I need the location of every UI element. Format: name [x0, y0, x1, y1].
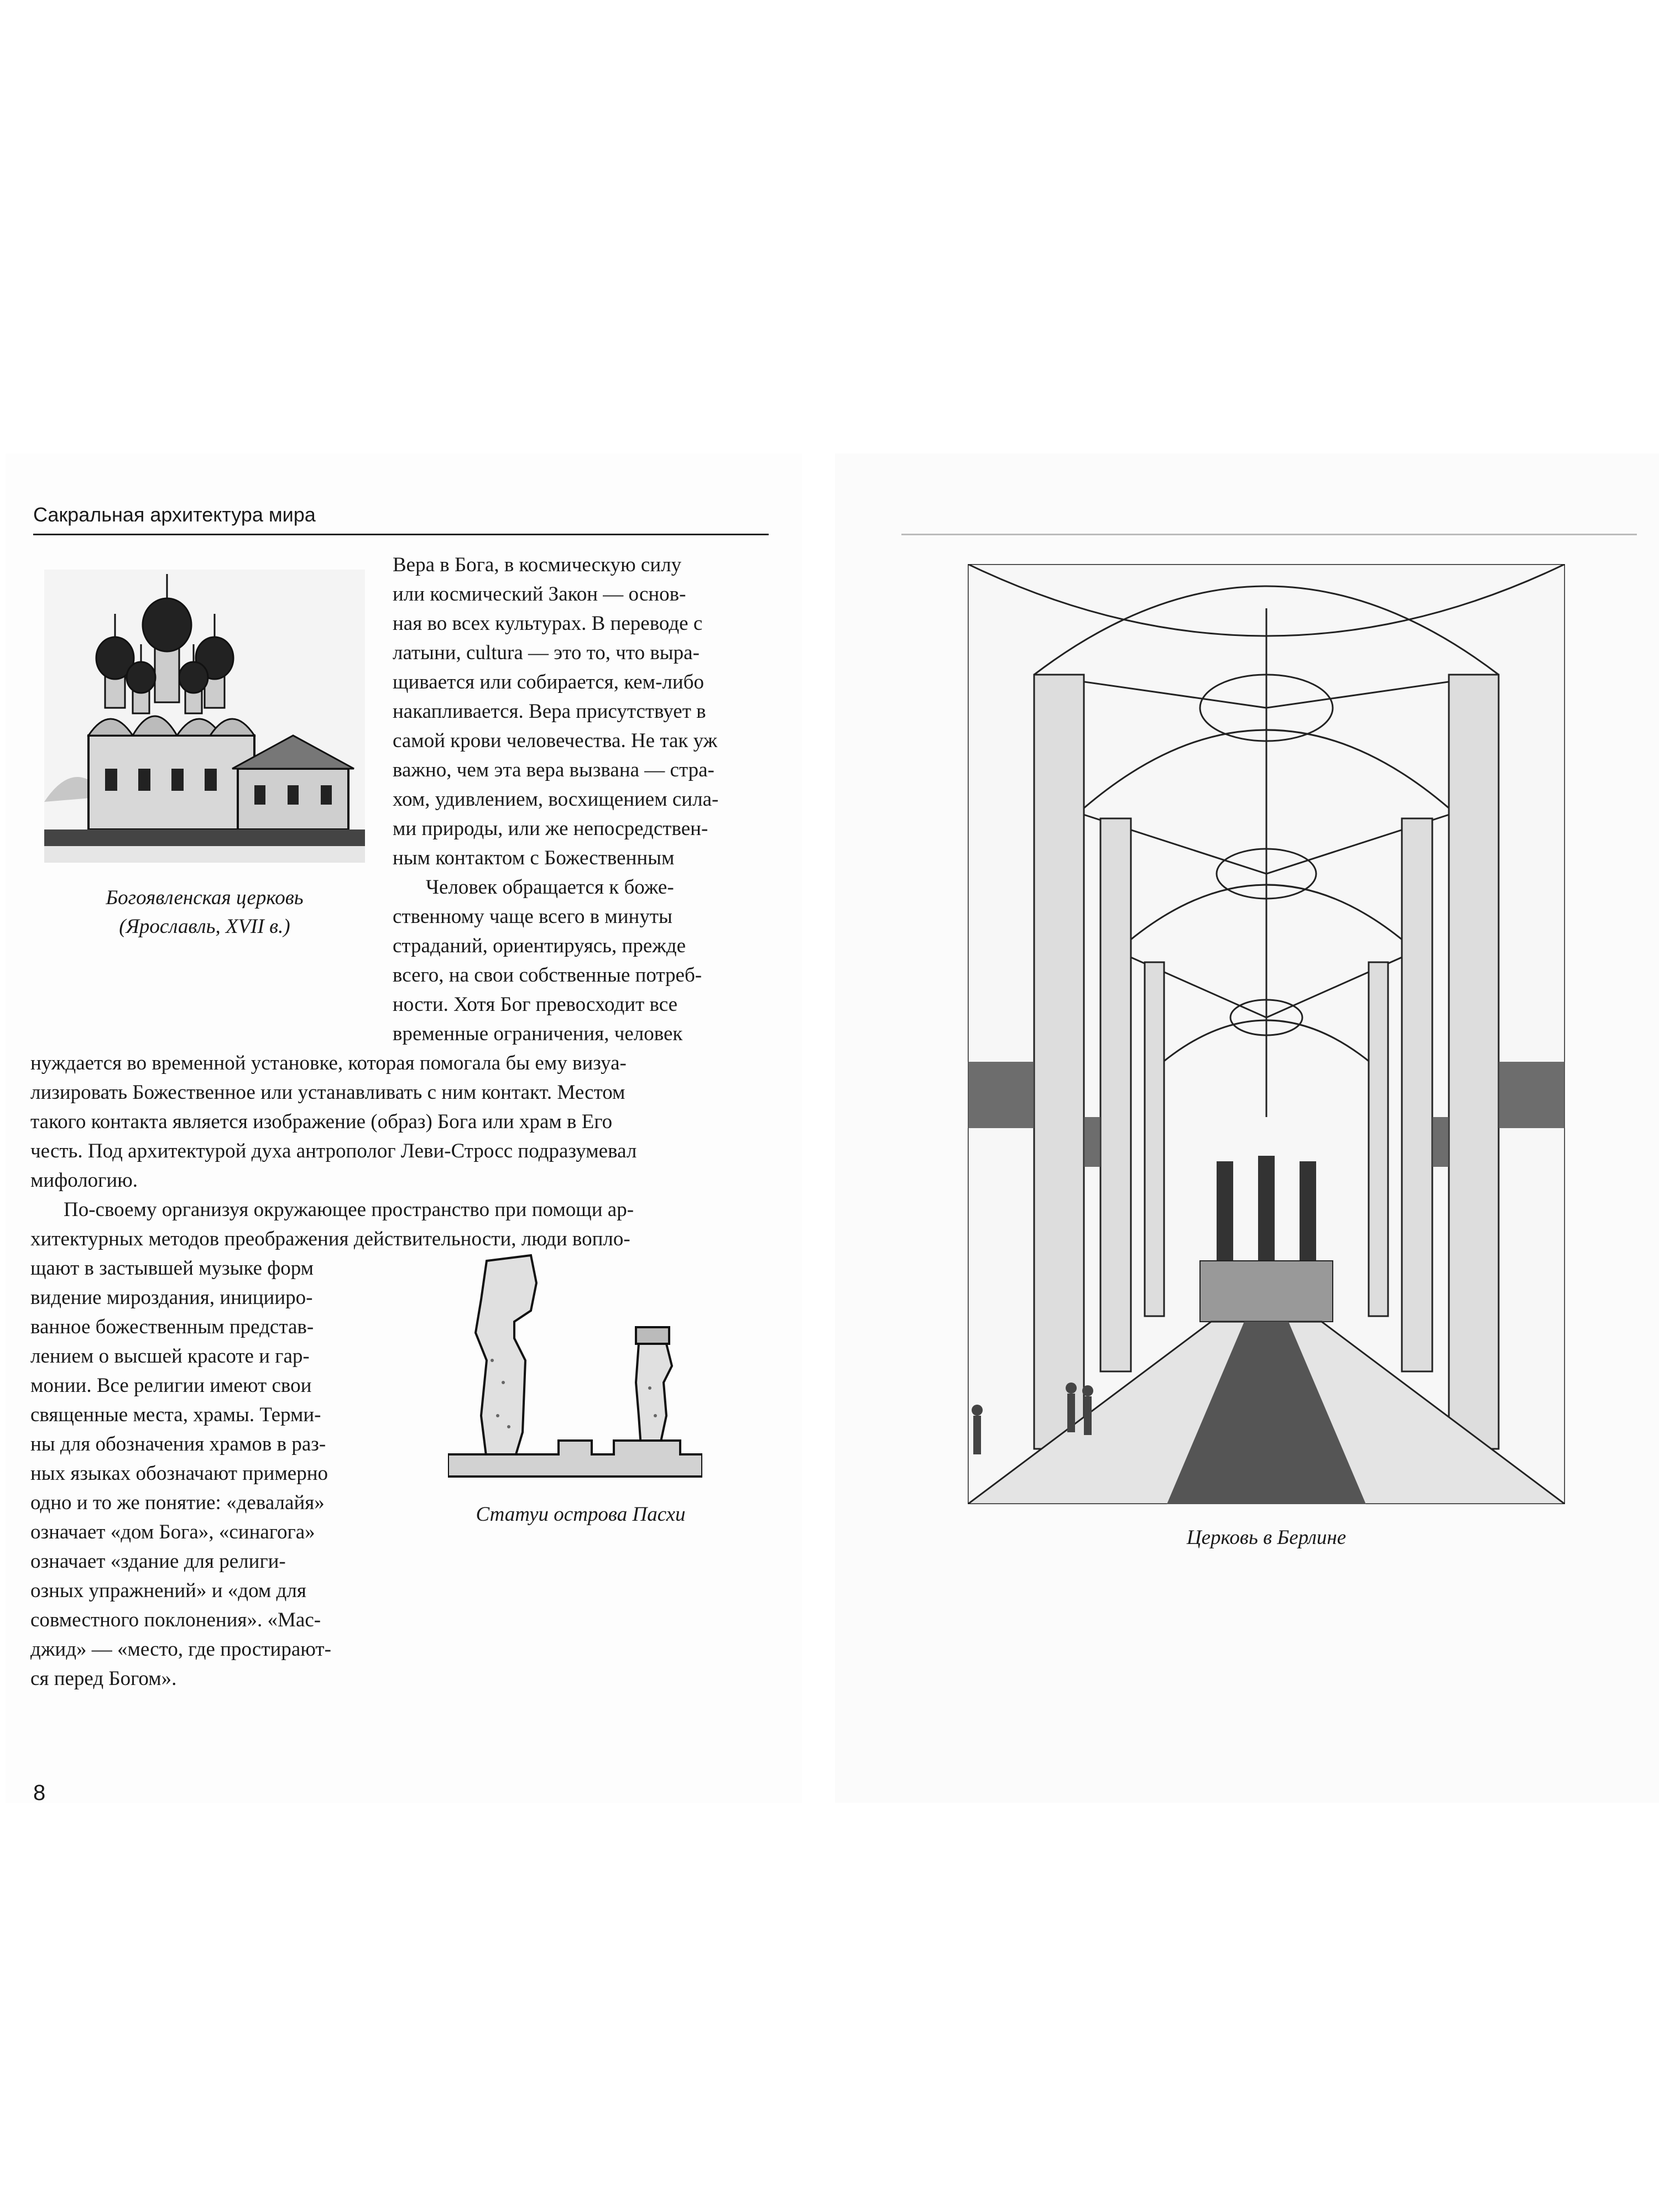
page-number: 8: [33, 1781, 46, 1805]
text-line: ным контактом с Божественным: [393, 847, 675, 869]
text-line: означает «дом Бога», «синагога»: [30, 1521, 315, 1543]
text-line: Вера в Бога, в космическую силу: [393, 554, 682, 576]
full-width-text: [30, 1048, 774, 1254]
text-line: честь. Под архитектурой духа антрополог Леви-Стросс подразумевал: [30, 1140, 637, 1162]
text-line: щают в застывшей музыке форм: [30, 1257, 314, 1280]
header-rule: [33, 534, 769, 535]
church-caption: [28, 884, 382, 941]
text-line: страданий, ориентируясь, прежде: [393, 935, 686, 957]
right-page: [835, 453, 1659, 1803]
left-column-text: [30, 1254, 376, 1693]
statues-caption: Статуи острова Пасхи: [476, 1503, 686, 1526]
text-line: ности. Хотя Бог превосходит все: [393, 993, 678, 1016]
text-line: ся перед Богом».: [30, 1667, 177, 1690]
text-line: одно и то же понятие: «девалайя»: [30, 1491, 325, 1514]
text-line: По-своему организуя окружающее пространство при помощи ар-: [64, 1198, 634, 1221]
text-line: ная во всех культурах. В переводе с: [393, 612, 703, 635]
text-line: озных упражнений» и «дом для: [30, 1579, 306, 1602]
text-line: накапливается. Вера присутствует в: [393, 700, 706, 723]
text-line: ных языках обозначают примерно: [30, 1462, 328, 1485]
text-line: щивается или собирается, кем-либо: [393, 671, 705, 693]
text-line: монии. Все религии имеют свои: [30, 1374, 312, 1397]
text-line: временные ограничения, человек: [393, 1022, 683, 1045]
text-line: ми природы, или же непосредствен-: [393, 817, 708, 840]
text-line: самой крови человечества. Не так уж: [393, 729, 718, 752]
text-line: ны для обозначения храмов в раз-: [30, 1433, 326, 1455]
text-line: священные места, храмы. Терми-: [30, 1404, 321, 1426]
text-line: латыни, cultura — это то, что выра-: [393, 641, 700, 664]
berlin-church-caption: Церковь в Берлине: [1186, 1526, 1347, 1549]
text-line: такого контакта является изображение (образ) Бога или храм в Его: [30, 1110, 613, 1133]
text-line: хом, удивлением, восхищением сила-: [393, 788, 719, 811]
church-illustration: [44, 570, 365, 863]
berlin-church-interior-illustration: [968, 564, 1565, 1504]
text-line: хитектурных методов преображения действительности, люди вопло-: [30, 1228, 630, 1250]
text-line: нуждается во временной установке, которая помогала бы ему визуа-: [30, 1052, 627, 1074]
text-line: видение мироздания, иницииро-: [30, 1286, 313, 1309]
easter-island-statues-illustration: [448, 1250, 702, 1482]
text-line: или космический Закон — основ-: [393, 583, 686, 606]
text-line: ванное божественным представ-: [30, 1316, 314, 1338]
text-line: означает «здание для религи-: [30, 1550, 286, 1573]
text-line: Человек обращается к боже-: [426, 876, 674, 899]
church-caption-line: Богоявленская церковь: [106, 886, 304, 909]
text-line: ственному чаще всего в минуты: [393, 905, 672, 928]
text-line: важно, чем эта вера вызвана — стра-: [393, 759, 714, 781]
column-text: [393, 550, 774, 1048]
running-head: Сакральная архитектура мира: [33, 503, 316, 526]
church-caption-line: (Ярославль, XVII в.): [119, 915, 290, 938]
text-line: совместного поклонения». «Мас-: [30, 1609, 321, 1631]
header-rule: [901, 534, 1637, 535]
left-page: [6, 453, 802, 1803]
text-line: джид» — «место, где простирают-: [30, 1638, 331, 1661]
text-line: лением о высшей красоте и гар-: [30, 1345, 310, 1368]
text-line: лизировать Божественное или устанавливать с ним контакт. Местом: [30, 1081, 625, 1104]
text-line: всего, на свои собственные потреб-: [393, 964, 702, 987]
text-line: мифологию.: [30, 1169, 138, 1192]
